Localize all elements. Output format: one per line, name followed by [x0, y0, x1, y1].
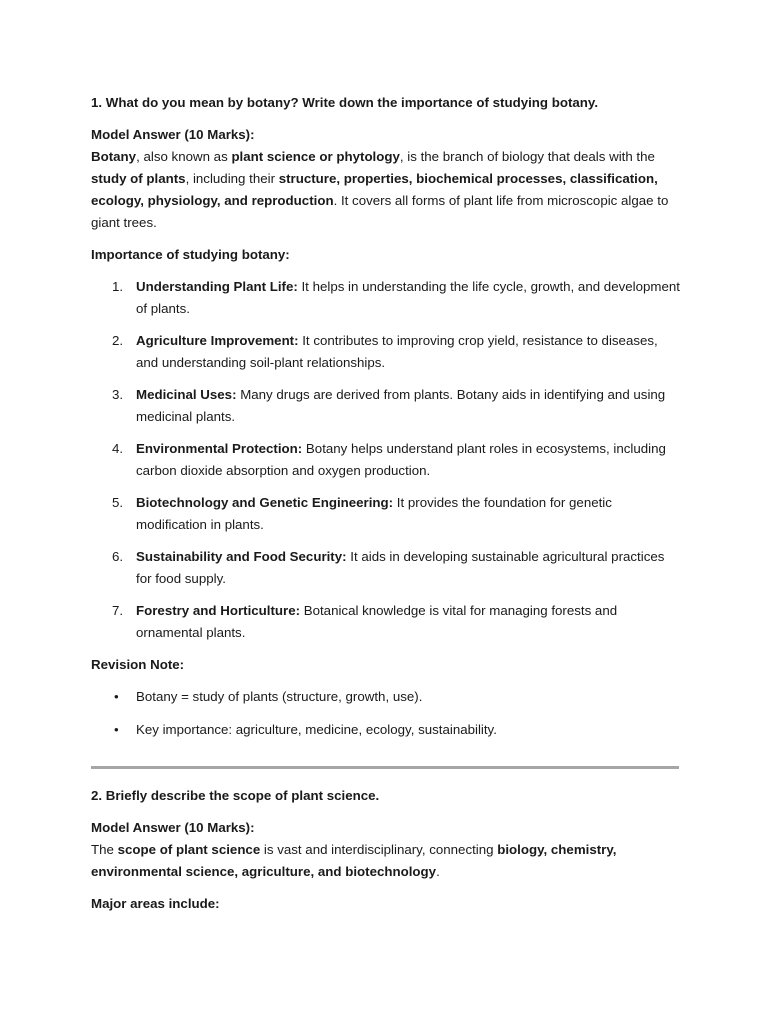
revision-list — [91, 686, 681, 741]
model-answer-label-2: Model Answer (10 Marks): — [91, 820, 255, 835]
list-item: • Botany = study of plants (structure, growth, use). — [91, 686, 681, 708]
importance-list — [91, 276, 681, 644]
section-divider — [91, 766, 679, 769]
model-answer-label-1: Model Answer (10 Marks): — [91, 127, 255, 142]
list-item: 7. Forestry and Horticulture: Botanical knowledge is vital for managing forests and ornamental plants. — [112, 603, 618, 640]
bullet-icon: • — [114, 722, 119, 737]
list-item: 3. Medicinal Uses: Many drugs are derived from plants. Botany aids in identifying and using medicinal plants. — [112, 387, 666, 424]
list-item: 6. Sustainability and Food Security: It aids in developing sustainable agricultural practices for food supply. — [112, 549, 665, 586]
revision-heading: Revision Note: — [91, 657, 185, 672]
list-item: 2. Agriculture Improvement: It contributes to improving crop yield, resistance to diseases, and understanding soil-plant relationships. — [112, 333, 658, 370]
importance-heading: Importance of studying botany: — [91, 247, 290, 262]
botany-definition: Botany, also known as plant science or phytology, is the branch of biology that deals with the study of plants, including their structure, properties, biochemical processes, classification, ecology, physiology, and reproduction. It covers all forms of plant life from microscopic algae to giant trees. — [91, 149, 669, 230]
bullet-icon: • — [114, 689, 119, 704]
list-item: 4. Environmental Protection: Botany helps understand plant roles in ecosystems, including carbon dioxide absorption and oxygen production. — [112, 441, 666, 478]
major-areas-heading: Major areas include: — [91, 896, 220, 911]
scope-paragraph: The scope of plant science is vast and interdisciplinary, connecting biology, chemistry, environmental science, agriculture, and biotechnology. — [91, 842, 617, 879]
list-item: 1. Understanding Plant Life: It helps in understanding the life cycle, growth, and development of plants. — [112, 279, 680, 316]
question-1: 1. What do you mean by botany? Write down the importance of studying botany. — [91, 95, 599, 110]
document-page — [91, 92, 681, 915]
list-item: 5. Biotechnology and Genetic Engineering: It provides the foundation for genetic modification in plants. — [112, 495, 612, 532]
list-item: • Key importance: agriculture, medicine, ecology, sustainability. — [91, 719, 681, 741]
question-2: 2. Briefly describe the scope of plant science. — [91, 788, 380, 803]
